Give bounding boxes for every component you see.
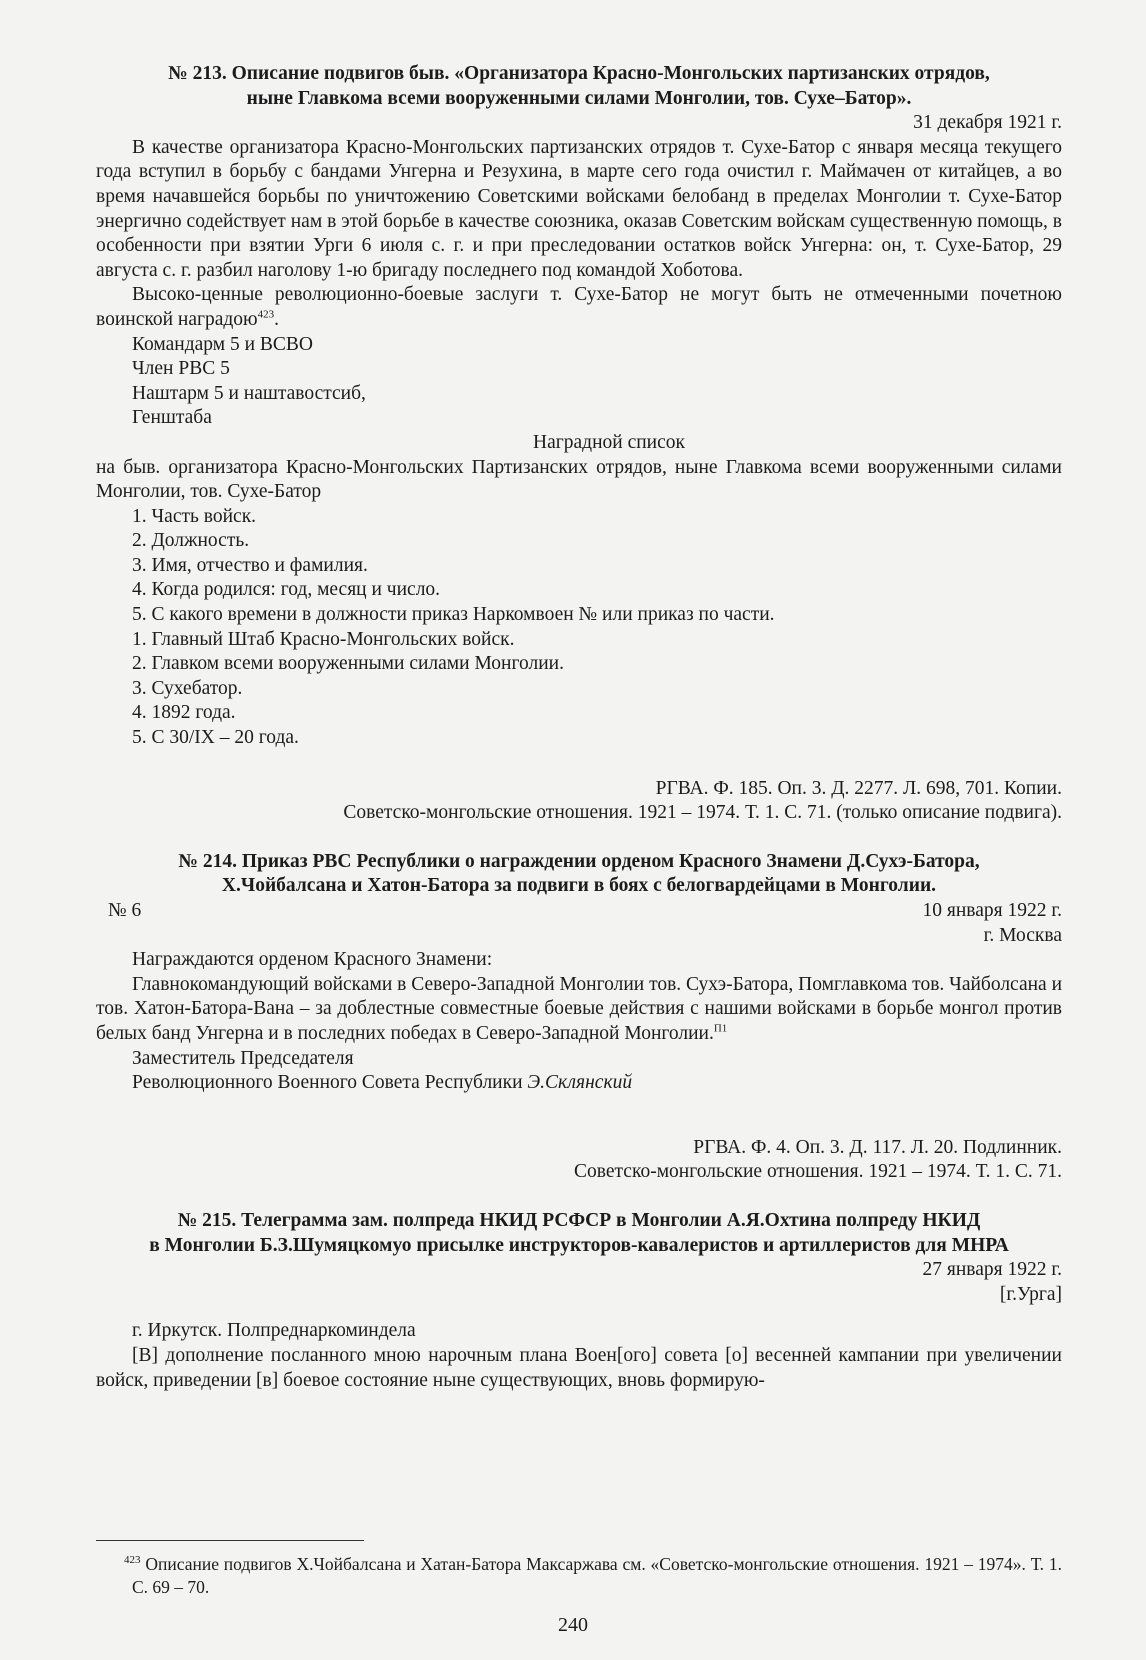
doc214-publication-source: Советско-монгольские отношения. 1921 – 1974. Т. 1. С. 71. (574, 1161, 1062, 1183)
award-field-item: 5. С какого времени в должности приказ Наркомвоен № или приказ по части. (132, 604, 775, 626)
award-field-item: 1. Часть войск. (132, 505, 257, 527)
doc213-signature-chief-of-staff: Наштарм 5 и наштавостсиб, (132, 382, 366, 404)
doc214-date: 10 января 1922 г. (922, 900, 1062, 921)
doc214-signature-deputy: Заместитель Председателя (132, 1047, 354, 1069)
doc213-title-line1: № 213. Описание подвигов быв. «Организатора Красно-Монгольских партизанских отрядов, (168, 63, 990, 84)
award-field-item: 4. Когда родился: год, месяц и число. (132, 579, 441, 601)
award-answer-item: 3. Сухебатор. (132, 677, 243, 699)
doc213-paragraph1: В качестве организатора Красно-Монгольских партизанских отрядов т. Сухе-Батор с января месяца текущего года вступил в борьбу с бандами Унгерна и Резухина, в марте сего года очистил г. Маймачен от китайцев, а во время начавшейся борьбы по уничтожению Советскими войсками белобанд в пределах Монголии т. Сухе-Батор энергично содействует нам в этой борьбе в качестве союзника, оказав Советским войскам существенную помощь, в особенности при взятии Урги 6 июля с. г. и при преследовании остатков войск Унгерна: он, т. Сухе-Батор, 29 августа с. г. разбил наголову 1-ю бригаду последнего под командой Хоботова. (96, 136, 1062, 281)
doc214-note-reference: П1 (713, 1022, 728, 1035)
doc214-paragraph (96, 973, 1062, 1047)
doc214-title-line2: Х.Чойбалсана и Хатон-Батора за подвиги в боях с белогвардейцами в Монголии. (221, 875, 937, 897)
award-list-intro: на быв. организатора Красно-Монгольских Партизанских отрядов, ныне Главкома всеми вооруженными силами Монголии, тов. Сухе-Батор (96, 456, 1062, 503)
award-answer-item: 1. Главный Штаб Красно-Монгольских войск. (132, 628, 515, 650)
doc213-paragraph2-text: Высоко-ценные революционно-боевые заслуги т. Сухе-Батор не могут быть не отмеченными почетною воинской наградою (96, 284, 1062, 330)
doc214-order-number: № 6 (108, 900, 142, 921)
doc214-place: г. Москва (983, 924, 1062, 946)
doc213-signature-general-staff: Генштаба (132, 407, 212, 429)
doc215-address: г. Иркутск. Полпреднаркоминдела (132, 1320, 416, 1342)
doc215-date: 27 января 1922 г. (922, 1259, 1062, 1281)
award-answer-item: 4. 1892 года. (132, 702, 236, 724)
award-answer-item: 5. С 30/IX – 20 года. (132, 727, 299, 749)
doc213-paragraph2 (96, 283, 1062, 332)
doc213-signature-commander: Командарм 5 и ВСВО (132, 333, 313, 355)
footnote-text (96, 1553, 1062, 1599)
doc213-paragraph2-end: . (274, 308, 280, 330)
doc215-place: [г.Урга] (999, 1283, 1062, 1305)
footnote (96, 1553, 1062, 1599)
doc214-signature-council-text: Революционного Военного Совета Республики (132, 1072, 523, 1094)
footnote-divider (96, 1540, 364, 1541)
page-content (96, 62, 1062, 1393)
doc214-signature-council (96, 1071, 1062, 1096)
award-field-item: 2. Должность. (132, 530, 250, 552)
doc214-title-line1: № 214. Приказ РВС Республики о награждении орденом Красного Знамени Д.Сухэ-Батора, (178, 850, 980, 872)
footnote-number: 423 (124, 1554, 141, 1567)
doc214-archive-source: РГВА. Ф. 4. Оп. 3. Д. 117. Л. 20. Подлинник. (693, 1136, 1062, 1158)
doc213-signature-member: Член РВС 5 (132, 358, 230, 380)
doc214-award-line: Награждаются орденом Красного Знамени: (132, 949, 493, 971)
doc213-date: 31 декабря 1921 г. (913, 112, 1062, 134)
doc215-paragraph: [В] дополнение посланного мною нарочным плана Воен[ого] совета [о] весенней кампании при увеличении войск, приведении [в] боевое состояние ныне существующих, вновь формирую- (96, 1344, 1062, 1391)
doc215-title-line2: в Монголии Б.З.Шумяцкомуо присылке инструкторов-кавалеристов и артиллеристов для МНРА (149, 1234, 1009, 1256)
doc215-title-line1: № 215. Телеграмма зам. полпреда НКИД РСФСР в Монголии А.Я.Охтина полпреду НКИД (177, 1209, 981, 1231)
doc214-paragraph-text: Главнокомандующий войсками в Северо-Западной Монголии тов. Сухэ-Батора, Помглавкома тов. Чайболсана и тов. Хатон-Батора-Вана – за доблестные совместные боевые действия с нашими войсками в борьбе монгол против белых банд Унгерна и в последних победах в Северо-Западной Монголии. (96, 973, 1063, 1044)
award-field-item: 3. Имя, отчество и фамилия. (132, 554, 368, 576)
doc214-signature-name: Э.Склянский (527, 1072, 633, 1094)
footnote-reference: 423 (257, 308, 275, 321)
doc213-archive-source: РГВА. Ф. 185. Оп. 3. Д. 2277. Л. 698, 701. Копии. (655, 777, 1062, 799)
footnote-body: Описание подвигов Х.Чойбалсана и Хатан-Батора Максаржава см. «Советско-монгольские отношения. 1921 – 1974». Т. 1. С. 69 – 70. (132, 1554, 1063, 1597)
doc213-publication-source: Советско-монгольские отношения. 1921 – 1974. Т. 1. С. 71. (только описание подвига). (343, 802, 1062, 824)
doc214-number-date-row (96, 899, 1062, 924)
award-list-title: Наградной список (533, 431, 685, 453)
doc213-title-line2: ныне Главкома всеми вооруженными силами Монголии, тов. Сухе–Батор». (246, 87, 912, 109)
page-number: 240 (558, 1614, 588, 1636)
award-answer-item: 2. Главком всеми вооруженными силами Монголии. (132, 653, 564, 675)
